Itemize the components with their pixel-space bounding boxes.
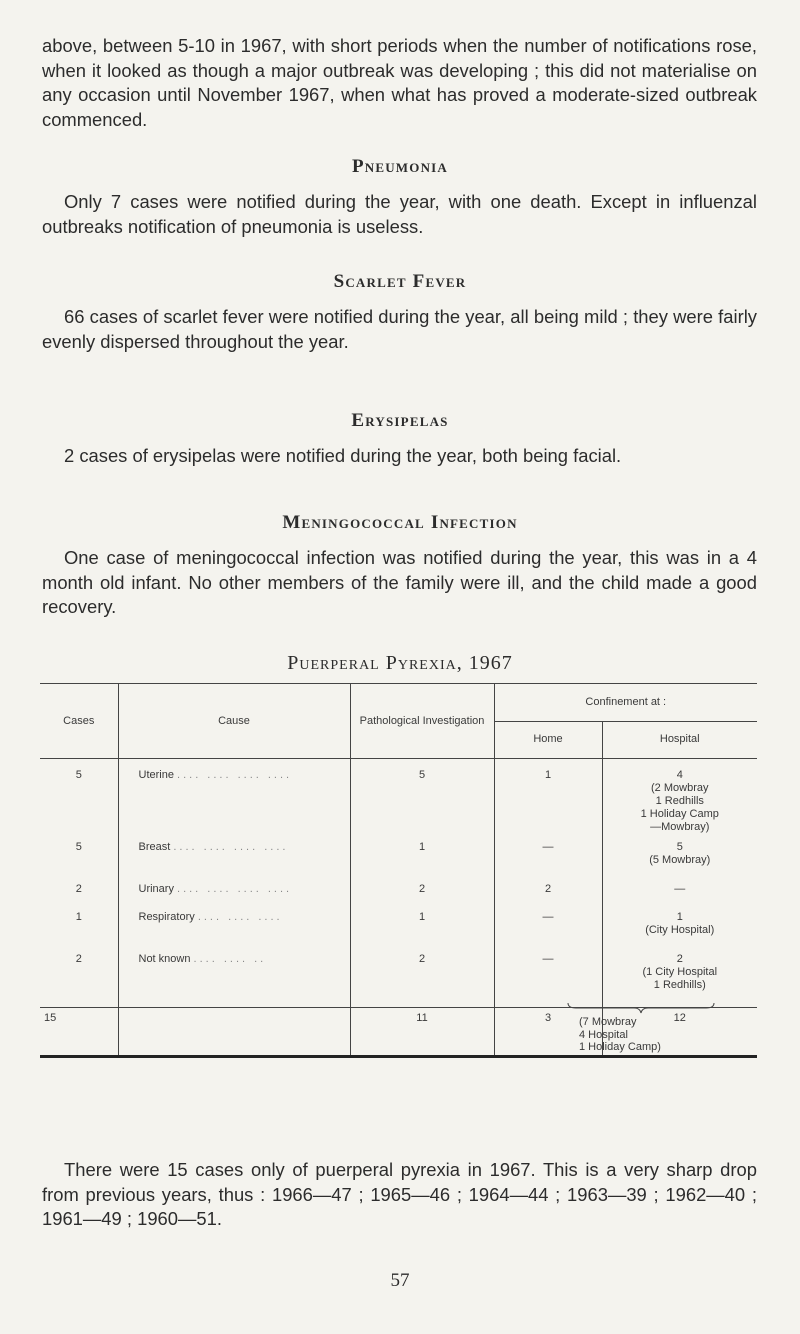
cell-pathological: 1 [350,841,494,883]
hospital-detail-line: —Mowbray) [650,821,710,833]
hospital-count: 2 [676,953,683,965]
table-footnote [579,1016,749,1054]
hospital-count: 4 [676,769,683,781]
leader-dots: .... .... .. [193,953,267,965]
cell-cause [118,759,350,842]
leader-dots: .... .... .... .... [173,841,289,853]
leader-dots: .... .... .... .... [177,769,293,781]
leader-dots: .... .... .... [197,911,283,923]
intro-paragraph: above, between 5-10 in 1967, with short periods when the number of notifications rose, when it looked as though a major outbreak was developing ; this did not materialise on any occasion until November 1967, when what has proved a moderate-sized outbreak commenced. [42,35,757,130]
cell-home: 1 [494,759,602,842]
cell-hospital [602,911,757,953]
hospital-detail-line: (1 City Hospital [642,966,718,978]
hospital-detail-line: (City Hospital) [645,924,715,936]
cause-label: Not known [138,953,191,965]
hospital-detail-line: 1 Holiday Camp [640,808,719,820]
paragraph-scarlet-fever: 66 cases of scarlet fever were notified during the year, all being mild ; they were fairly evenly dispersed throughout the year. [42,306,757,352]
heading-scarlet-fever: Scarlet Fever [333,271,467,292]
hospital-detail-line: 1 Redhills [655,795,704,807]
cause-label: Uterine [138,769,174,781]
hospital-count: 5 [676,841,683,853]
cell-cases: 5 [40,759,118,842]
cell-cases: 2 [40,883,118,911]
hospital-count: 1 [676,911,683,923]
table-row [40,953,757,1008]
cell-hospital [602,841,757,883]
heading-meningococcal: Meningococcal Infection [282,512,518,533]
page-number: 57 [390,1270,410,1291]
header-confinement: Confinement at : [494,684,757,722]
hospital-detail-line: (2 Mowbray [651,782,709,794]
heading-erysipelas: Erysipelas [351,410,449,431]
total-hospital: 12 [673,1012,686,1024]
cell-pathological: 5 [350,759,494,842]
hospital-detail-line: 1 Redhills) [653,979,706,991]
footnote-line: (7 Mowbray [579,1016,637,1028]
cell-cases: 1 [40,911,118,953]
cell-cause [118,911,350,953]
cell-pathological: 2 [350,953,494,1008]
cause-label: Respiratory [138,911,195,923]
footnote-line: 1 Holiday Camp) [579,1041,661,1053]
cell-home: — [494,911,602,953]
table-row [40,911,757,953]
cell-home: — [494,841,602,883]
cell-pathological: 2 [350,883,494,911]
header-cases: Cases [40,684,118,759]
cell-cause [118,841,350,883]
cell-cause [118,953,350,1008]
cell-cause [118,883,350,911]
hospital-detail-line: (5 Mowbray) [649,854,711,866]
header-hospital: Hospital [602,721,757,759]
table-header-row [40,684,757,722]
closing-paragraph: There were 15 cases only of puerperal pyrexia in 1967. This is a very sharp drop from previous years, thus : 1966—47 ; 1965—46 ; 1964—44 ; 1963—39 ; 1962—40 ; 1961—49 ; 1960—51. [42,1159,757,1229]
table-row [40,759,757,842]
cell-hospital [602,883,757,911]
header-pathological: Pathological Investigation [350,684,494,759]
cell-home: — [494,953,602,1008]
footnote-line: 4 Hospital [579,1028,628,1041]
total-home: 3 [494,1008,602,1057]
header-cause: Cause [118,684,350,759]
total-cause-empty [118,1008,350,1057]
cell-hospital [602,953,757,1008]
cause-label: Urinary [138,883,174,895]
paragraph-pneumonia: Only 7 cases were notified during the year, with one death. Except in influenzal outbreaks notification of pneumonia is useless. [42,191,757,237]
cell-home: 2 [494,883,602,911]
total-cases: 15 [40,1008,118,1057]
cell-pathological: 1 [350,911,494,953]
cause-label: Breast [138,841,171,853]
cell-cases: 2 [40,953,118,1008]
table-row [40,841,757,883]
table-title: Puerperal Pyrexia, 1967 [287,652,513,674]
cell-hospital [602,759,757,842]
table-row [40,883,757,911]
cell-cases: 5 [40,841,118,883]
heading-pneumonia: Pneumonia [351,156,449,177]
paragraph-meningococcal: One case of meningococcal infection was notified during the year, this was in a 4 month old infant. No other members of the family were ill, and the child made a good recovery. [42,547,757,617]
paragraph-erysipelas: 2 cases of erysipelas were notified during the year, both being facial. [64,445,622,466]
under-brace [566,1001,716,1015]
total-pathological: 11 [350,1008,494,1057]
leader-dots: .... .... .... .... [177,883,293,895]
header-home: Home [494,721,602,759]
hospital-count: — [674,883,686,895]
